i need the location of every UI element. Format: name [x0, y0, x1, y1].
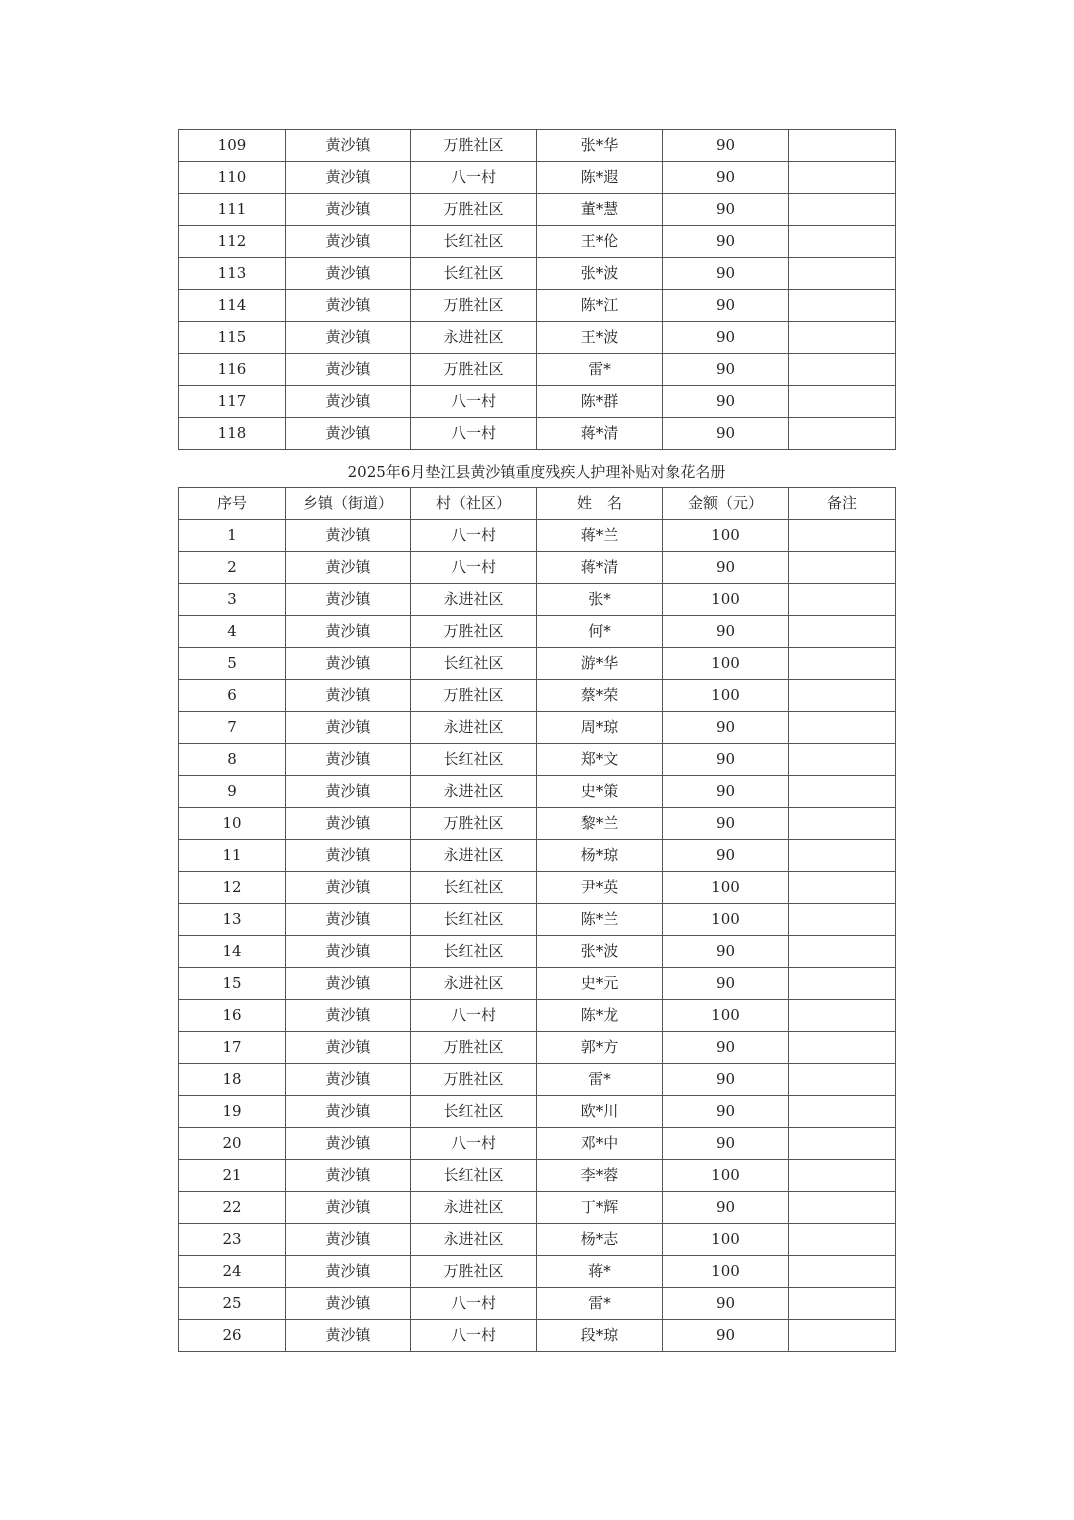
cell-no: 109	[179, 130, 286, 162]
cell-no: 11	[179, 840, 286, 872]
cell-town: 黄沙镇	[286, 1192, 411, 1224]
table-row	[179, 1192, 896, 1224]
cell-note	[789, 776, 896, 808]
cell-name: 黎*兰	[537, 808, 663, 840]
cell-town: 黄沙镇	[286, 520, 411, 552]
cell-village: 长红社区	[411, 872, 537, 904]
cell-town: 黄沙镇	[286, 1224, 411, 1256]
cell-village: 长红社区	[411, 936, 537, 968]
cell-note	[789, 290, 896, 322]
cell-town: 黄沙镇	[286, 936, 411, 968]
cell-no: 23	[179, 1224, 286, 1256]
cell-note	[789, 936, 896, 968]
table-row	[179, 418, 896, 450]
cell-note	[789, 1128, 896, 1160]
cell-village: 八一村	[411, 1288, 537, 1320]
cell-town: 黄沙镇	[286, 584, 411, 616]
cell-town: 黄沙镇	[286, 1288, 411, 1320]
cell-no: 24	[179, 1256, 286, 1288]
table-row	[179, 1160, 896, 1192]
table-row	[179, 258, 896, 290]
cell-no: 17	[179, 1032, 286, 1064]
cell-village: 万胜社区	[411, 130, 537, 162]
cell-name: 雷*	[537, 354, 663, 386]
cell-amount: 90	[663, 1064, 789, 1096]
cell-note	[789, 1224, 896, 1256]
table-row	[179, 1096, 896, 1128]
cell-town: 黄沙镇	[286, 1256, 411, 1288]
cell-note	[789, 386, 896, 418]
cell-village: 八一村	[411, 162, 537, 194]
table-row	[179, 1064, 896, 1096]
table-row	[179, 386, 896, 418]
cell-town: 黄沙镇	[286, 648, 411, 680]
cell-name: 李*蓉	[537, 1160, 663, 1192]
cell-village: 长红社区	[411, 1160, 537, 1192]
cell-no: 110	[179, 162, 286, 194]
cell-amount: 90	[663, 1032, 789, 1064]
header-name: 姓 名	[537, 488, 663, 520]
cell-village: 万胜社区	[411, 680, 537, 712]
cell-amount: 90	[663, 1192, 789, 1224]
cell-village: 万胜社区	[411, 354, 537, 386]
table-row	[179, 1256, 896, 1288]
cell-amount: 100	[663, 1160, 789, 1192]
cell-name: 史*元	[537, 968, 663, 1000]
cell-village: 八一村	[411, 1128, 537, 1160]
cell-amount: 90	[663, 840, 789, 872]
cell-note	[789, 744, 896, 776]
cell-name: 蔡*荣	[537, 680, 663, 712]
cell-amount: 90	[663, 386, 789, 418]
cell-town: 黄沙镇	[286, 776, 411, 808]
cell-village: 八一村	[411, 552, 537, 584]
cell-amount: 90	[663, 1096, 789, 1128]
cell-no: 12	[179, 872, 286, 904]
cell-note	[789, 1096, 896, 1128]
cell-note	[789, 648, 896, 680]
cell-name: 邓*中	[537, 1128, 663, 1160]
cell-village: 长红社区	[411, 744, 537, 776]
cell-amount: 90	[663, 616, 789, 648]
cell-village: 长红社区	[411, 1096, 537, 1128]
cell-amount: 90	[663, 418, 789, 450]
cell-town: 黄沙镇	[286, 386, 411, 418]
cell-amount: 90	[663, 258, 789, 290]
cell-no: 14	[179, 936, 286, 968]
cell-village: 八一村	[411, 418, 537, 450]
header-row	[179, 488, 896, 520]
table-row	[179, 1224, 896, 1256]
cell-amount: 90	[663, 808, 789, 840]
cell-name: 段*琼	[537, 1320, 663, 1352]
table-row	[179, 290, 896, 322]
cell-name: 王*波	[537, 322, 663, 354]
cell-village: 长红社区	[411, 258, 537, 290]
roster-table	[178, 487, 896, 1352]
cell-town: 黄沙镇	[286, 1064, 411, 1096]
cell-note	[789, 1160, 896, 1192]
cell-name: 雷*	[537, 1064, 663, 1096]
cell-no: 115	[179, 322, 286, 354]
cell-amount: 100	[663, 872, 789, 904]
cell-name: 丁*辉	[537, 1192, 663, 1224]
cell-name: 杨*志	[537, 1224, 663, 1256]
cell-no: 2	[179, 552, 286, 584]
table-row	[179, 322, 896, 354]
table-row	[179, 1288, 896, 1320]
cell-name: 周*琼	[537, 712, 663, 744]
cell-village: 永进社区	[411, 712, 537, 744]
cell-no: 118	[179, 418, 286, 450]
table-row	[179, 584, 896, 616]
cell-village: 长红社区	[411, 648, 537, 680]
cell-name: 陈*江	[537, 290, 663, 322]
continued-roster-table	[178, 129, 896, 450]
cell-town: 黄沙镇	[286, 552, 411, 584]
cell-note	[789, 1288, 896, 1320]
table-row	[179, 872, 896, 904]
cell-name: 郭*方	[537, 1032, 663, 1064]
cell-note	[789, 904, 896, 936]
cell-town: 黄沙镇	[286, 290, 411, 322]
cell-note	[789, 616, 896, 648]
cell-village: 万胜社区	[411, 1256, 537, 1288]
cell-amount: 90	[663, 226, 789, 258]
cell-no: 112	[179, 226, 286, 258]
cell-village: 永进社区	[411, 776, 537, 808]
table-row	[179, 1032, 896, 1064]
cell-no: 26	[179, 1320, 286, 1352]
table-row	[179, 808, 896, 840]
cell-village: 八一村	[411, 386, 537, 418]
cell-village: 万胜社区	[411, 1064, 537, 1096]
cell-town: 黄沙镇	[286, 1000, 411, 1032]
cell-village: 八一村	[411, 520, 537, 552]
cell-note	[789, 840, 896, 872]
table-row	[179, 552, 896, 584]
cell-name: 何*	[537, 616, 663, 648]
cell-town: 黄沙镇	[286, 712, 411, 744]
cell-no: 19	[179, 1096, 286, 1128]
continued-roster-body	[179, 130, 896, 450]
cell-amount: 100	[663, 1256, 789, 1288]
cell-no: 9	[179, 776, 286, 808]
cell-town: 黄沙镇	[286, 226, 411, 258]
cell-note	[789, 258, 896, 290]
table-row	[179, 1128, 896, 1160]
cell-name: 陈*遐	[537, 162, 663, 194]
cell-no: 6	[179, 680, 286, 712]
cell-name: 蒋*	[537, 1256, 663, 1288]
cell-village: 永进社区	[411, 1224, 537, 1256]
cell-note	[789, 1032, 896, 1064]
cell-note	[789, 712, 896, 744]
cell-village: 长红社区	[411, 904, 537, 936]
cell-amount: 100	[663, 648, 789, 680]
cell-town: 黄沙镇	[286, 904, 411, 936]
table-row	[179, 226, 896, 258]
cell-name: 董*慧	[537, 194, 663, 226]
cell-name: 蒋*清	[537, 418, 663, 450]
cell-amount: 90	[663, 322, 789, 354]
cell-note	[789, 808, 896, 840]
header-town: 乡镇（街道）	[286, 488, 411, 520]
cell-no: 13	[179, 904, 286, 936]
cell-town: 黄沙镇	[286, 162, 411, 194]
cell-town: 黄沙镇	[286, 322, 411, 354]
cell-town: 黄沙镇	[286, 354, 411, 386]
cell-town: 黄沙镇	[286, 1160, 411, 1192]
table-row	[179, 616, 896, 648]
cell-no: 5	[179, 648, 286, 680]
cell-note	[789, 1192, 896, 1224]
cell-name: 陈*龙	[537, 1000, 663, 1032]
cell-town: 黄沙镇	[286, 840, 411, 872]
header-amount: 金额（元）	[663, 488, 789, 520]
cell-name: 张*华	[537, 130, 663, 162]
table-row	[179, 904, 896, 936]
cell-town: 黄沙镇	[286, 808, 411, 840]
cell-no: 1	[179, 520, 286, 552]
cell-name: 张*波	[537, 936, 663, 968]
cell-amount: 90	[663, 354, 789, 386]
cell-village: 万胜社区	[411, 808, 537, 840]
cell-amount: 90	[663, 968, 789, 1000]
cell-note	[789, 1000, 896, 1032]
cell-village: 永进社区	[411, 840, 537, 872]
roster-header	[179, 488, 896, 520]
cell-town: 黄沙镇	[286, 872, 411, 904]
cell-note	[789, 872, 896, 904]
cell-note	[789, 226, 896, 258]
header-no: 序号	[179, 488, 286, 520]
cell-village: 永进社区	[411, 1192, 537, 1224]
cell-note	[789, 194, 896, 226]
cell-amount: 100	[663, 584, 789, 616]
cell-note	[789, 1256, 896, 1288]
cell-amount: 90	[663, 162, 789, 194]
cell-name: 杨*琼	[537, 840, 663, 872]
roster-body	[179, 520, 896, 1352]
cell-no: 20	[179, 1128, 286, 1160]
table-row	[179, 520, 896, 552]
table-row	[179, 130, 896, 162]
cell-note	[789, 520, 896, 552]
cell-name: 史*策	[537, 776, 663, 808]
cell-name: 陈*兰	[537, 904, 663, 936]
cell-name: 张*波	[537, 258, 663, 290]
cell-no: 22	[179, 1192, 286, 1224]
cell-village: 万胜社区	[411, 1032, 537, 1064]
cell-no: 15	[179, 968, 286, 1000]
cell-village: 永进社区	[411, 584, 537, 616]
cell-village: 永进社区	[411, 968, 537, 1000]
cell-village: 万胜社区	[411, 194, 537, 226]
cell-town: 黄沙镇	[286, 418, 411, 450]
cell-town: 黄沙镇	[286, 968, 411, 1000]
cell-town: 黄沙镇	[286, 616, 411, 648]
cell-note	[789, 418, 896, 450]
cell-amount: 90	[663, 290, 789, 322]
cell-note	[789, 680, 896, 712]
table-row	[179, 712, 896, 744]
cell-amount: 90	[663, 1128, 789, 1160]
cell-amount: 90	[663, 936, 789, 968]
table-row	[179, 1000, 896, 1032]
table-row	[179, 744, 896, 776]
cell-amount: 100	[663, 520, 789, 552]
cell-amount: 90	[663, 1320, 789, 1352]
cell-town: 黄沙镇	[286, 1032, 411, 1064]
cell-amount: 90	[663, 744, 789, 776]
cell-village: 万胜社区	[411, 290, 537, 322]
cell-note	[789, 584, 896, 616]
cell-town: 黄沙镇	[286, 680, 411, 712]
table-row	[179, 840, 896, 872]
cell-no: 7	[179, 712, 286, 744]
cell-town: 黄沙镇	[286, 1096, 411, 1128]
cell-amount: 100	[663, 1000, 789, 1032]
cell-no: 116	[179, 354, 286, 386]
cell-no: 3	[179, 584, 286, 616]
roster-title: 2025年6月垫江县黄沙镇重度残疾人护理补贴对象花名册	[347, 463, 726, 481]
cell-amount: 100	[663, 680, 789, 712]
table-row	[179, 194, 896, 226]
cell-town: 黄沙镇	[286, 744, 411, 776]
cell-village: 八一村	[411, 1000, 537, 1032]
cell-village: 永进社区	[411, 322, 537, 354]
cell-note	[789, 130, 896, 162]
cell-town: 黄沙镇	[286, 258, 411, 290]
cell-name: 陈*群	[537, 386, 663, 418]
cell-village: 长红社区	[411, 226, 537, 258]
cell-village: 万胜社区	[411, 616, 537, 648]
header-note: 备注	[789, 488, 896, 520]
cell-town: 黄沙镇	[286, 130, 411, 162]
cell-town: 黄沙镇	[286, 194, 411, 226]
table-row	[179, 936, 896, 968]
cell-no: 114	[179, 290, 286, 322]
table-row	[179, 776, 896, 808]
table-row	[179, 354, 896, 386]
cell-note	[789, 1320, 896, 1352]
cell-name: 蒋*清	[537, 552, 663, 584]
cell-no: 111	[179, 194, 286, 226]
cell-village: 八一村	[411, 1320, 537, 1352]
cell-no: 117	[179, 386, 286, 418]
cell-note	[789, 322, 896, 354]
cell-amount: 100	[663, 1224, 789, 1256]
table-row	[179, 968, 896, 1000]
table-row	[179, 648, 896, 680]
cell-amount: 90	[663, 552, 789, 584]
table-row	[179, 162, 896, 194]
cell-amount: 90	[663, 776, 789, 808]
cell-name: 王*伦	[537, 226, 663, 258]
cell-no: 16	[179, 1000, 286, 1032]
cell-name: 欧*川	[537, 1096, 663, 1128]
cell-note	[789, 162, 896, 194]
cell-note	[789, 968, 896, 1000]
cell-note	[789, 354, 896, 386]
cell-town: 黄沙镇	[286, 1320, 411, 1352]
cell-no: 21	[179, 1160, 286, 1192]
cell-amount: 90	[663, 130, 789, 162]
cell-no: 4	[179, 616, 286, 648]
cell-name: 蒋*兰	[537, 520, 663, 552]
cell-amount: 90	[663, 194, 789, 226]
table-row	[179, 1320, 896, 1352]
cell-no: 113	[179, 258, 286, 290]
cell-town: 黄沙镇	[286, 1128, 411, 1160]
cell-name: 郑*文	[537, 744, 663, 776]
cell-amount: 90	[663, 1288, 789, 1320]
cell-name: 尹*英	[537, 872, 663, 904]
cell-no: 25	[179, 1288, 286, 1320]
cell-amount: 100	[663, 904, 789, 936]
cell-note	[789, 552, 896, 584]
cell-name: 雷*	[537, 1288, 663, 1320]
cell-name: 游*华	[537, 648, 663, 680]
table-row	[179, 680, 896, 712]
cell-name: 张*	[537, 584, 663, 616]
cell-no: 18	[179, 1064, 286, 1096]
header-village: 村（社区）	[411, 488, 537, 520]
cell-amount: 90	[663, 712, 789, 744]
cell-no: 8	[179, 744, 286, 776]
cell-no: 10	[179, 808, 286, 840]
cell-note	[789, 1064, 896, 1096]
